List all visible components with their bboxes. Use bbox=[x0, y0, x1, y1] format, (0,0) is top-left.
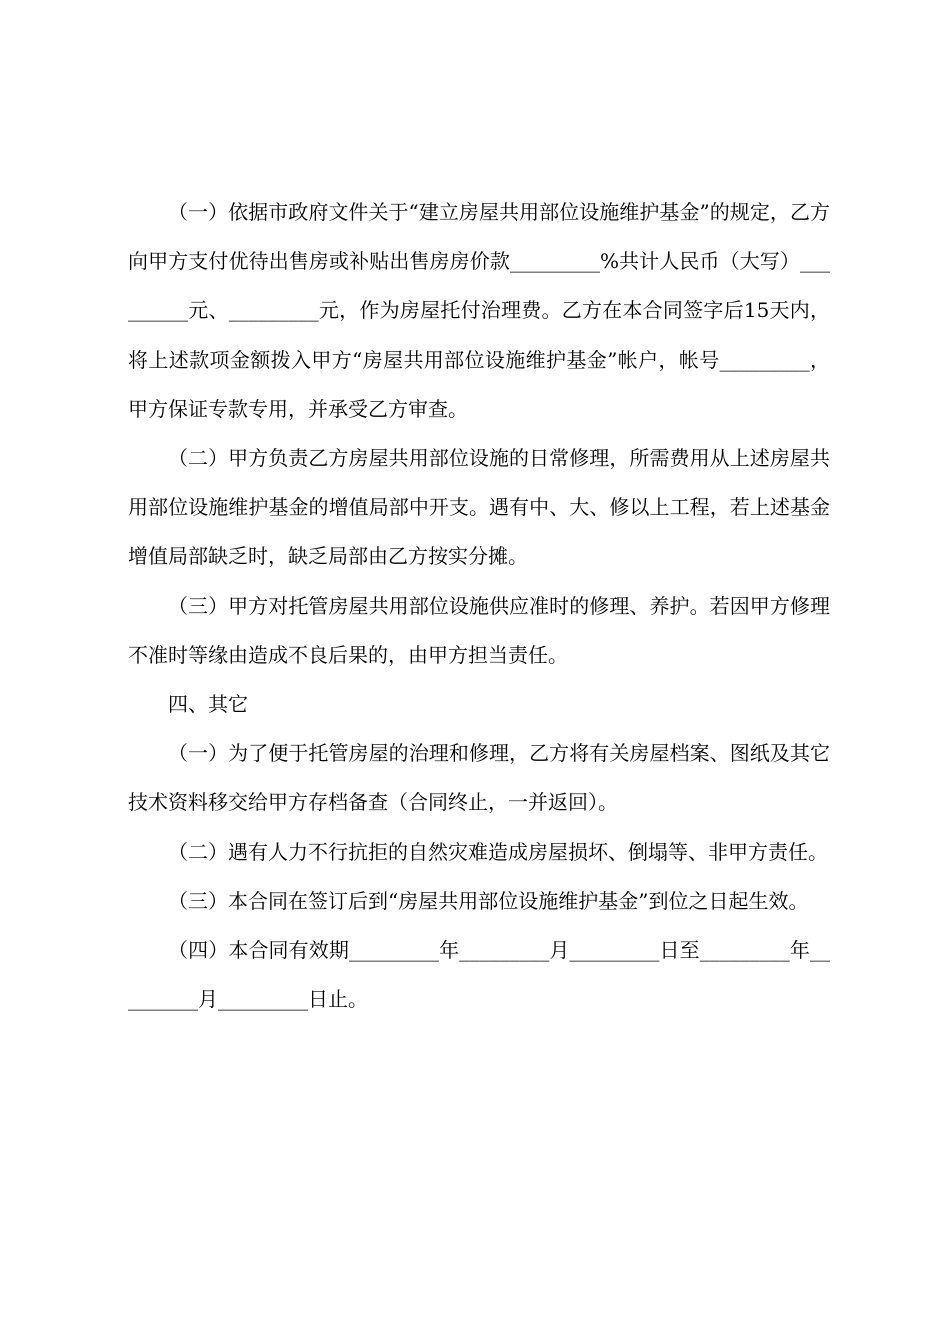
paragraph-force-majeure: （二）遇有人力不行抗拒的自然灾难造成房屋损坏、倒塌等、非甲方责任。 bbox=[168, 839, 828, 864]
paragraph-validity-period: （四）本合同有效期_________年_________月_________日至_________年_________月_________日止。 bbox=[128, 938, 830, 1012]
paragraph-daily-repair: （二）甲方负责乙方房屋共用部位设施的日常修理，所需费用从上述房屋共用部位设施维护基金的增值局部中开支。遇有中、大、修以上工程，若上述基金增值局部缺乏时，缺乏局部由乙方按实分摊。 bbox=[128, 446, 830, 569]
paragraph-effective-date: （三）本合同在签订后到“房屋共用部位设施维护基金”到位之日起生效。 bbox=[168, 888, 809, 913]
paragraph-archives-transfer: （一）为了便于托管房屋的治理和修理，乙方将有关房屋档案、图纸及其它技术资料移交给甲方存档备查（合同终止，一并返回）。 bbox=[128, 741, 830, 815]
contract-body bbox=[128, 188, 830, 1024]
section-heading-other: 四、其它 bbox=[168, 692, 248, 717]
paragraph-maintenance-fund: （一）依据市政府文件关于“建立房屋共用部位设施维护基金”的规定，乙方向甲方支付优待出售房或补贴出售房房价款_________%共计人民币（大写）_________元、_________元，作为房屋托付治理费。乙方在本合同签字后15天内，将上述款项金额拨入甲方“房屋共用部位设施维护基金”帐户，帐号_________，甲方保证专款专用，并承受乙方审查。 bbox=[128, 200, 830, 421]
paragraph-timely-repair: （三）甲方对托管房屋共用部位设施供应准时的修理、养护。若因甲方修理不准时等缘由造成不良后果的，由甲方担当责任。 bbox=[128, 593, 830, 667]
